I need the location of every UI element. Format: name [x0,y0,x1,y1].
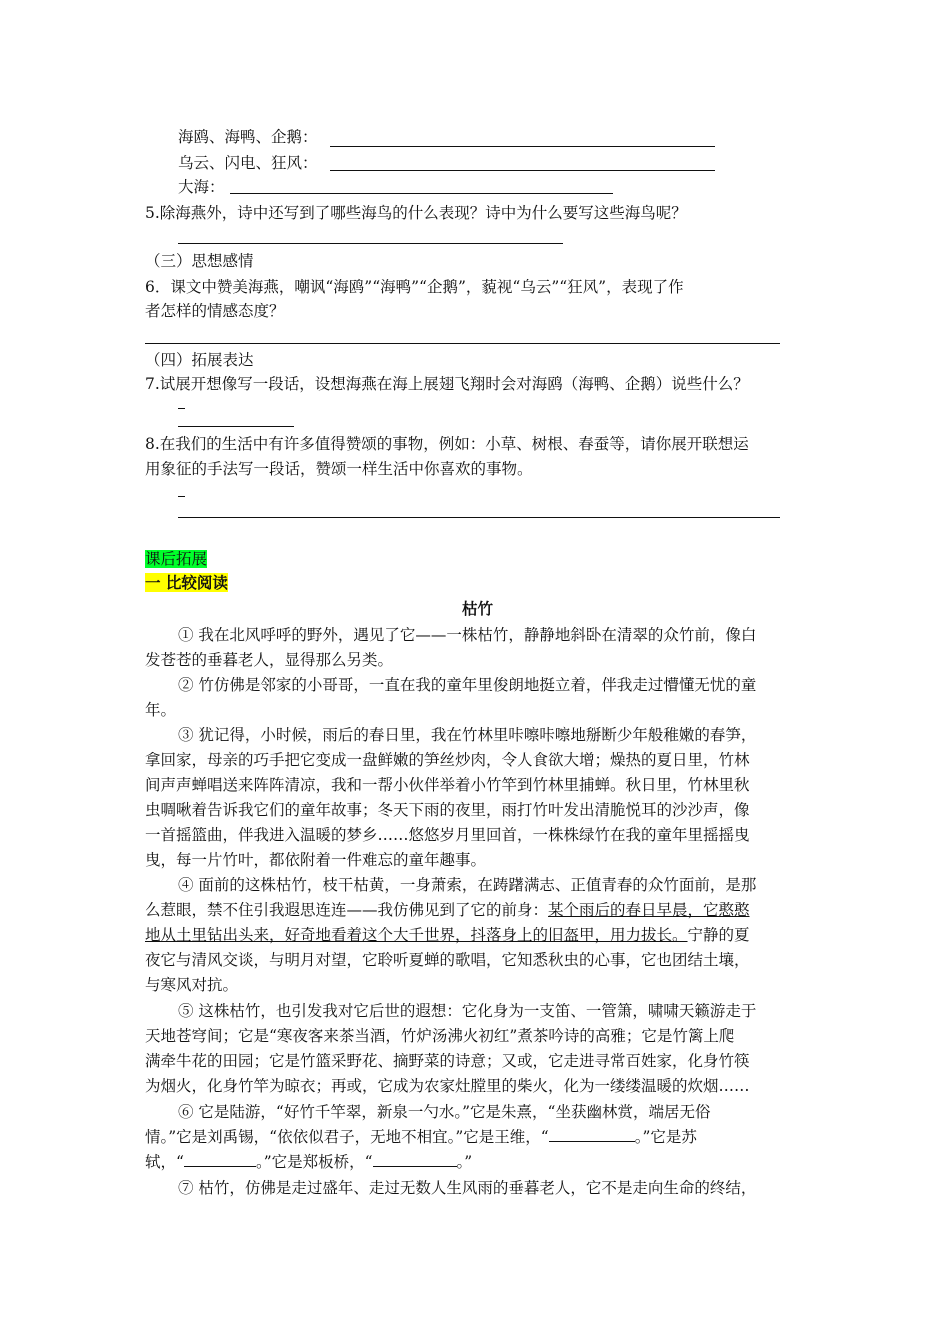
paragraph-4: 地从土里钻出头来，好奇地看着这个大千世界，抖落身上的旧盔甲，用力拔长。宁静的夏 [145,926,750,944]
question-5: 5.除海燕外，诗中还写到了哪些海鸟的什么表现？诗中为什么要写这些海鸟呢？ [145,204,687,222]
question-8-line-2: 用象征的手法写一段话，赞颂一样生活中你喜欢的事物。 [145,460,533,478]
poem-blank-zhengbanqiao[interactable] [373,1151,457,1167]
underlined-passage: 地从土里钻出头来，好奇地看着这个大千世界，抖落身上的旧盔甲，用力拔长。 [145,926,688,944]
answer-dash [178,408,185,409]
answer-line[interactable] [330,170,715,171]
paragraph-3: 曳，每一片竹叶，都依附着一件难忘的童年趣事。 [145,851,487,869]
section-heading-3: （三）思想感情 [145,252,254,270]
question-6-line-1: 6．课文中赞美海燕，嘲讽“海鸥”“海鸭”“企鹅”，藐视“乌云”“狂风”，表现了作 [145,278,684,296]
paragraph-6: ⑥ 它是陆游，“好竹千竿翠，新泉一勺水。”它是朱熹，“坐获幽林赏，端居无俗 [178,1103,711,1121]
paragraph-3: 间声声蝉唱送来阵阵清凉，我和一帮小伙伴举着小竹竿到竹林里捕蝉。秋日里，竹林里秋 [145,776,750,794]
paragraph-1: 发苍苍的垂暮老人，显得那么另类。 [145,651,394,669]
paragraph-4: 么惹眼，禁不住引我遐思连连——我仿佛见到了它的前身：某个雨后的春日早晨，它憨憨 [145,901,750,919]
fill-label-weather: 乌云、闪电、狂风： [178,154,318,172]
answer-line[interactable] [178,517,780,518]
comparative-reading-heading: 一 比较阅读 [145,573,228,592]
answer-line[interactable] [178,243,563,244]
poem-blank-sushi[interactable] [184,1151,256,1167]
answer-line[interactable] [230,193,613,194]
poem-blank-wangwei[interactable] [549,1126,635,1142]
fill-label-sea: 大海： [178,178,225,196]
paragraph-7: ⑦ 枯竹，仿佛是走过盛年、走过无数人生风雨的垂暮老人，它不是走向生命的终结， [178,1179,757,1197]
paragraph-4: 与寒风对抗。 [145,976,239,994]
paragraph-5: 满牵牛花的田园；它是竹篮采野花、摘野菜的诗意；又或，它走进寻常百姓家，化身竹筷 [145,1052,750,1070]
answer-line[interactable] [145,343,780,344]
section-heading-4: （四）拓展表达 [145,351,254,369]
paragraph-2: 年。 [145,701,177,719]
paragraph-3: 拿回家，母亲的巧手把它变成一盘鲜嫩的笋丝炒肉，令人食欲大增；燥热的夏日里，竹林 [145,751,750,769]
paragraph-2: ② 竹仿佛是邻家的小哥哥，一直在我的童年里俊朗地挺立着，伴我走过懵懂无忧的童 [178,676,757,694]
underlined-passage: 某个雨后的春日早晨，它憨憨 [548,901,750,919]
article-title: 枯竹 [461,600,493,618]
paragraph-6: 轼，“ 。”它是郑板桥，“ 。” [145,1153,473,1171]
paragraph-3: ③ 犹记得，小时候，雨后的春日里，我在竹林里咔嚓咔嚓地掰断少年般稚嫩的春笋， [178,726,757,744]
answer-line[interactable] [178,426,294,427]
paragraph-4: ④ 面前的这株枯竹，枝干枯黄，一身萧索，在踌躇满志、正值青春的众竹面前，是那 [178,876,757,894]
paragraph-3: 一首摇篮曲，伴我进入温暖的梦乡……悠悠岁月里回首，一株株绿竹在我的童年里摇摇曳 [145,826,750,844]
paragraph-5: ⑤ 这株枯竹，也引发我对它后世的遐想：它化身为一支笛、一管箫，啸啸天籁游走于 [178,1002,757,1020]
paragraph-6: 情。”它是刘禹锡，“依依似君子，无地不相宜。”它是王维，“ 。”它是苏 [145,1128,697,1146]
extension-heading: 课后拓展 [145,550,208,568]
paragraph-5: 为烟火，化身竹竿为晾衣；再或，它成为农家灶膛里的柴火，化为一缕缕温暖的炊烟…… [145,1077,750,1095]
answer-line[interactable] [330,146,715,147]
answer-dash [178,496,185,497]
paragraph-1: ① 我在北风呼呼的野外，遇见了它——一株枯竹，静静地斜卧在清翠的众竹前，像白 [178,626,757,644]
paragraph-4: 夜它与清风交谈，与明月对望，它聆听夏蝉的歌唱，它知悉秋虫的心事，它也团结土壤， [145,951,750,969]
paragraph-5: 天地苍穹间；它是“寒夜客来茶当酒，竹炉汤沸火初红”煮茶吟诗的高雅；它是竹篱上爬 [145,1027,735,1045]
question-6-line-2: 者怎样的情感态度？ [145,302,285,320]
question-7: 7.试展开想像写一段话，设想海燕在海上展翅飞翔时会对海鸥（海鸭、企鹅）说些什么？ [145,375,749,393]
fill-label-birds: 海鸥、海鸭、企鹅： [178,128,318,146]
paragraph-3: 虫啁啾着告诉我它们的童年故事；冬天下雨的夜里，雨打竹叶发出清脆悦耳的沙沙声，像 [145,801,750,819]
question-8-line-1: 8.在我们的生活中有许多值得赞颂的事物，例如：小草、树根、春蚕等，请你展开联想运 [145,435,749,453]
